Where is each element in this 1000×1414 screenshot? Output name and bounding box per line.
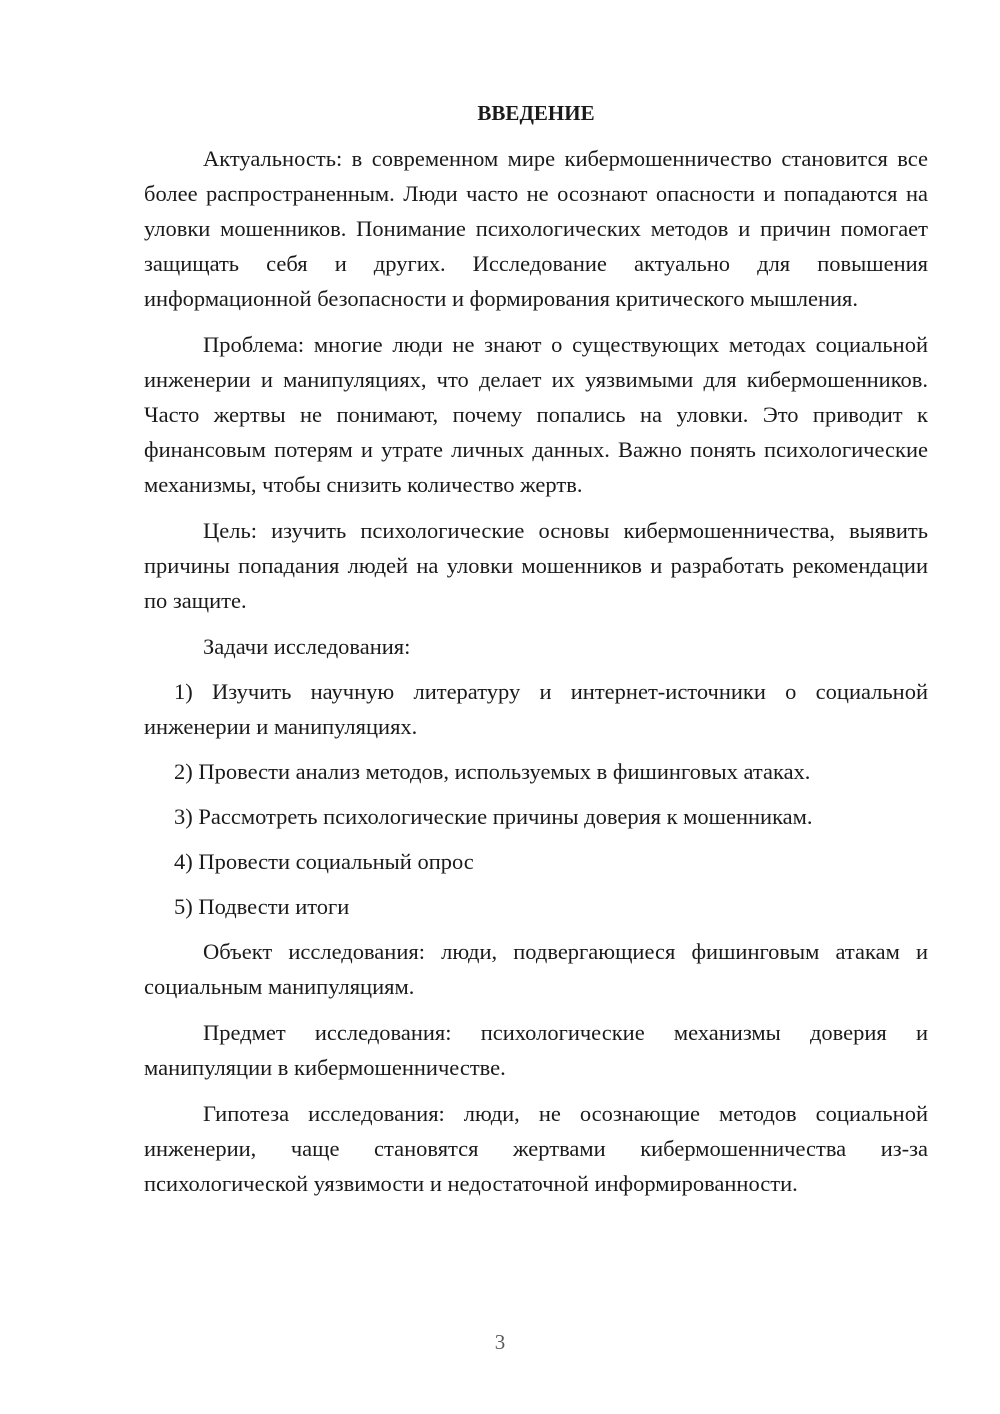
task-item-4: 4) Провести социальный опрос <box>174 849 474 874</box>
paragraph-relevance: Актуальность: в современном мире кибермошенничество становится все более распространенным. Люди часто не осознают опасности и попадаются на уловки мошенников. Понимание психологических методов и причин помогает защищать себя и других. Исследование актуально для повышения информационной безопасности и формирования критического мышления. <box>144 146 928 311</box>
task-item-1: 1) Изучить научную литературу и интернет-источники о социальной инженерии и манипуляциях. <box>144 679 928 739</box>
paragraph-goal: Цель: изучить психологические основы кибермошенничества, выявить причины попадания людей на уловки мошенников и разработать рекомендации по защите. <box>144 518 928 613</box>
paragraph-hypothesis: Гипотеза исследования: люди, не осознающие методов социальной инженерии, чаще становятся жертвами кибермошенничества из-за психологической уязвимости и недостаточной информированности. <box>144 1101 928 1196</box>
paragraph-object: Объект исследования: люди, подвергающиеся фишинговым атакам и социальным манипуляциям. <box>144 939 928 999</box>
section-heading: ВВЕДЕНИЕ <box>477 101 595 125</box>
paragraph-problem: Проблема: многие люди не знают о существующих методах социальной инженерии и манипуляциях, что делает их уязвимыми для кибермошенников. Часто жертвы не понимают, почему попались на уловки. Это приводит к финансовым потерям и утрате личных данных. Важно понять психологические механизмы, чтобы снизить количество жертв. <box>144 332 928 497</box>
paragraph-subject: Предмет исследования: психологические механизмы доверия и манипуляции в кибермошенничестве. <box>144 1020 928 1080</box>
task-item-2: 2) Провести анализ методов, используемых в фишинговых атаках. <box>174 759 811 784</box>
tasks-label: Задачи исследования: <box>203 634 411 659</box>
task-item-3: 3) Рассмотреть психологические причины доверия к мошенникам. <box>174 804 813 829</box>
task-item-5: 5) Подвести итоги <box>174 894 350 919</box>
page-content <box>144 96 928 1212</box>
tasks-list <box>144 674 928 924</box>
page-number: 3 <box>494 1330 506 1354</box>
